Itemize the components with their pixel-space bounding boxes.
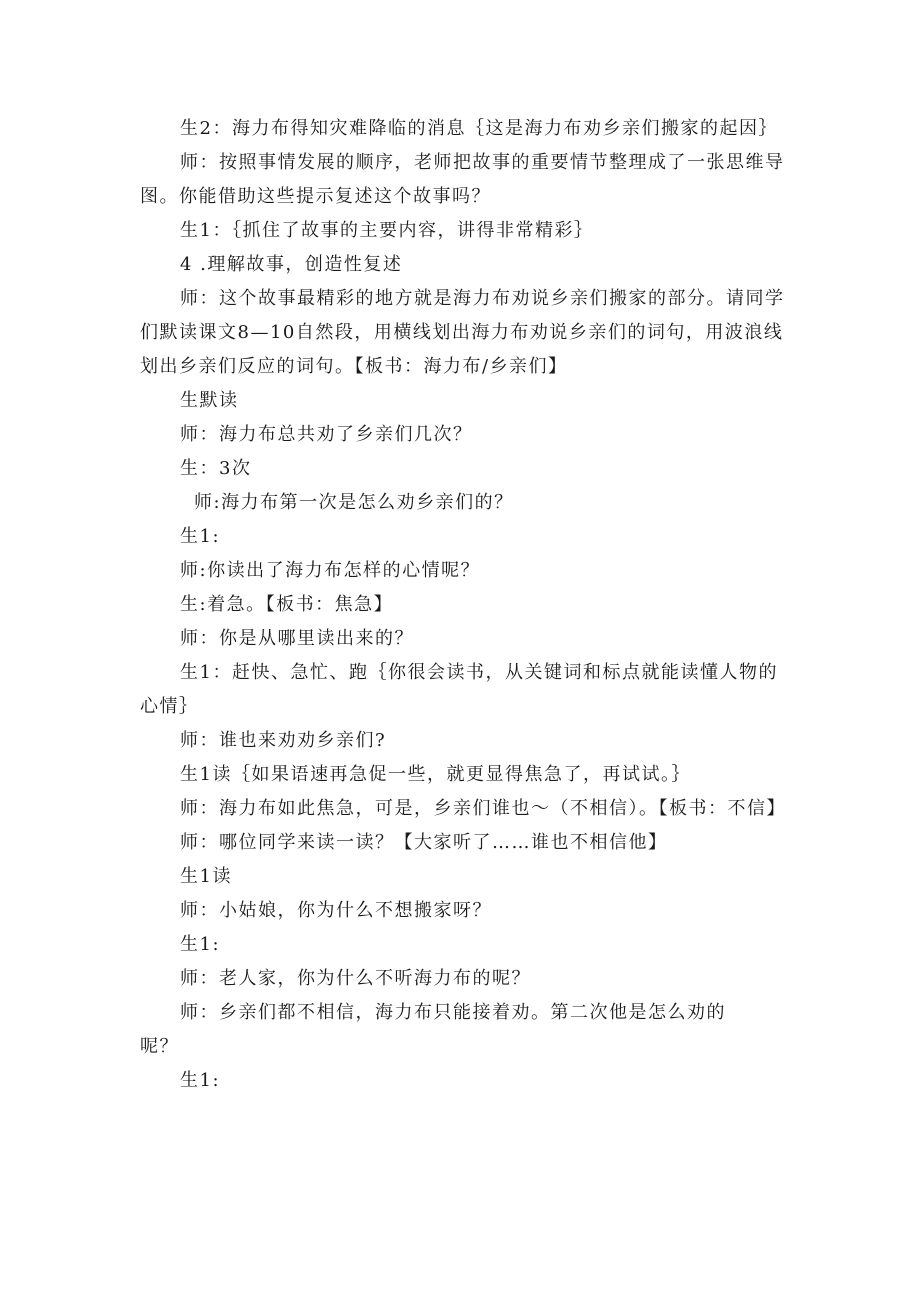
paragraph-21: 生1: xyxy=(180,934,221,955)
paragraph-3: 生1：｛抓住了故事的主要内容，讲得非常精彩｝ xyxy=(180,220,594,241)
paragraph-22: 师：老人家，你为什么不听海力布的呢？ xyxy=(180,968,531,989)
paragraph-9: 师:海力布第一次是怎么劝乡亲们的？ xyxy=(194,492,514,513)
paragraph-12: 生:着急。【板书：焦急】 xyxy=(180,594,394,615)
paragraph-23: 师：乡亲们都不相信，海力布只能接着劝。第二次他是怎么劝的呢？ xyxy=(140,1002,726,1057)
paragraph-19: 生1读 xyxy=(180,866,232,887)
paragraph-1: 生2：海力布得知灾难降临的消息｛这是海力布劝乡亲们搬家的起因｝ xyxy=(180,118,778,139)
paragraph-7: 师：海力布总共劝了乡亲们几次？ xyxy=(180,424,473,445)
paragraph-16: 生1读｛如果语速再急促一些，就更显得焦急了，再试试。｝ xyxy=(180,764,691,785)
paragraph-14: 生1：赶快、急忙、跑｛你很会读书，从关键词和标点就能读懂人物的心情｝ xyxy=(140,662,778,717)
paragraph-10: 生1: xyxy=(180,526,221,547)
paragraph-5: 师：这个故事最精彩的地方就是海力布劝说乡亲们搬家的部分。请同学们默读课文8—10自然段，用横线划出海力布劝说乡亲们的词句，用波浪线划出乡亲们反应的词句。【板书：海力布/乡亲们】 xyxy=(140,288,785,377)
paragraph-18: 师：哪位同学来读一读？【大家听了……谁也不相信他】 xyxy=(180,832,668,853)
paragraph-2: 师：按照事情发展的顺序，老师把故事的重要情节整理成了一张思维导图。你能借助这些提示复述这个故事吗？ xyxy=(140,152,785,207)
paragraph-17: 师：海力布如此焦急，可是，乡亲们谁也～（不相信）。【板书：不信】 xyxy=(180,798,786,819)
paragraph-15: 师：谁也来劝劝乡亲们? xyxy=(180,730,387,751)
document-body xyxy=(140,112,790,1098)
paragraph-8: 生：3次 xyxy=(180,458,252,479)
section-heading-4: 4 .理解故事，创造性复述 xyxy=(180,254,403,275)
paragraph-13: 师：你是从哪里读出来的？ xyxy=(180,628,414,649)
paragraph-20: 师：小姑娘，你为什么不想搬家呀？ xyxy=(180,900,492,921)
paragraph-24: 生1: xyxy=(180,1070,221,1091)
paragraph-11: 师:你读出了海力布怎样的心情呢？ xyxy=(180,560,481,581)
paragraph-6: 生默读 xyxy=(180,390,239,411)
